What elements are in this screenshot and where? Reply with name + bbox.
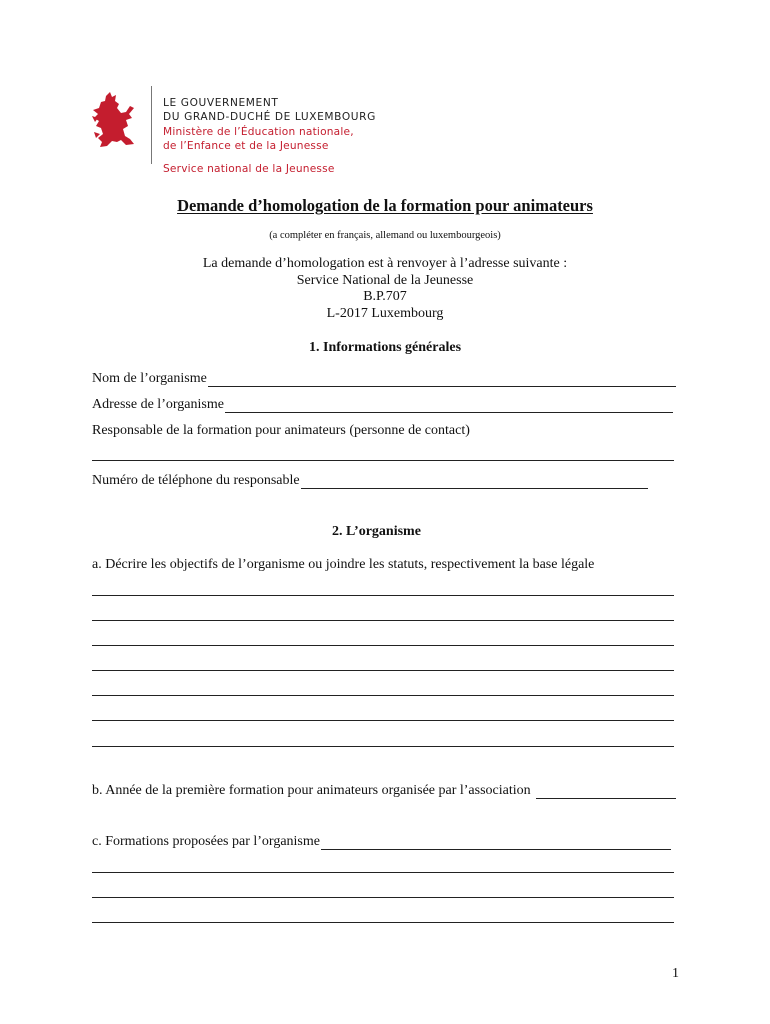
red-lion-logo-icon: [90, 92, 136, 148]
first-training-year-field[interactable]: [536, 785, 676, 799]
contact-field[interactable]: [92, 460, 674, 461]
address-line-3: L-2017 Luxembourg: [326, 306, 444, 321]
question-a-line-3[interactable]: [92, 645, 674, 646]
question-c-line-1[interactable]: [92, 872, 674, 873]
header-divider: [151, 86, 152, 164]
address-line-2: B.P.707: [363, 289, 407, 304]
question-a-line-4[interactable]: [92, 670, 674, 671]
ministry-line-1: Ministère de l’Éducation nationale,: [163, 126, 354, 138]
org-name-row: [92, 371, 676, 387]
trainings-offered-field[interactable]: [321, 836, 671, 850]
ministry-line-2: de l’Enfance et de la Jeunesse: [163, 140, 329, 152]
question-a-line-6[interactable]: [92, 720, 674, 721]
contact-label: Responsable de la formation pour animateurs (personne de contact): [92, 423, 470, 438]
question-c-line-2[interactable]: [92, 897, 674, 898]
phone-row: [92, 473, 648, 489]
language-note: (a compléter en français, allemand ou luxembourgeois): [269, 230, 501, 241]
question-a-label: a. Décrire les objectifs de l’organisme ou joindre les statuts, respectivement la base légale: [92, 557, 595, 572]
address-line-1: Service National de la Jeunesse: [296, 273, 474, 288]
service-name: Service national de la Jeunesse: [163, 163, 335, 175]
org-name-label: Nom de l’organisme: [92, 371, 207, 386]
org-address-label: Adresse de l’organisme: [92, 397, 224, 412]
page-number: 1: [672, 966, 679, 981]
org-address-row: [92, 397, 673, 413]
question-c-label: c. Formations proposées par l’organisme: [92, 834, 320, 849]
org-address-field[interactable]: [225, 399, 673, 413]
question-a-line-7[interactable]: [92, 746, 674, 747]
question-b-label: b. Année de la première formation pour animateurs organisée par l’association: [92, 783, 531, 798]
government-line-2: DU GRAND-DUCHÉ DE LUXEMBOURG: [163, 111, 376, 123]
government-line-1: LE GOUVERNEMENT: [163, 97, 279, 109]
question-a-line-2[interactable]: [92, 620, 674, 621]
question-a-line-5[interactable]: [92, 695, 674, 696]
question-a-line-1[interactable]: [92, 595, 674, 596]
phone-field[interactable]: [301, 475, 648, 489]
section-2-heading: 2. L’organisme: [332, 524, 421, 539]
phone-label: Numéro de téléphone du responsable: [92, 473, 300, 488]
question-c-line-3[interactable]: [92, 922, 674, 923]
address-intro: La demande d’homologation est à renvoyer à l’adresse suivante :: [202, 256, 568, 271]
question-c-row: [92, 834, 671, 850]
org-name-field[interactable]: [208, 373, 676, 387]
page-title: [0, 196, 770, 216]
page-title-text: Demande d’homologation de la formation pour animateurs: [177, 196, 593, 215]
section-1-heading: 1. Informations générales: [309, 340, 462, 355]
question-b-row: [92, 783, 676, 799]
